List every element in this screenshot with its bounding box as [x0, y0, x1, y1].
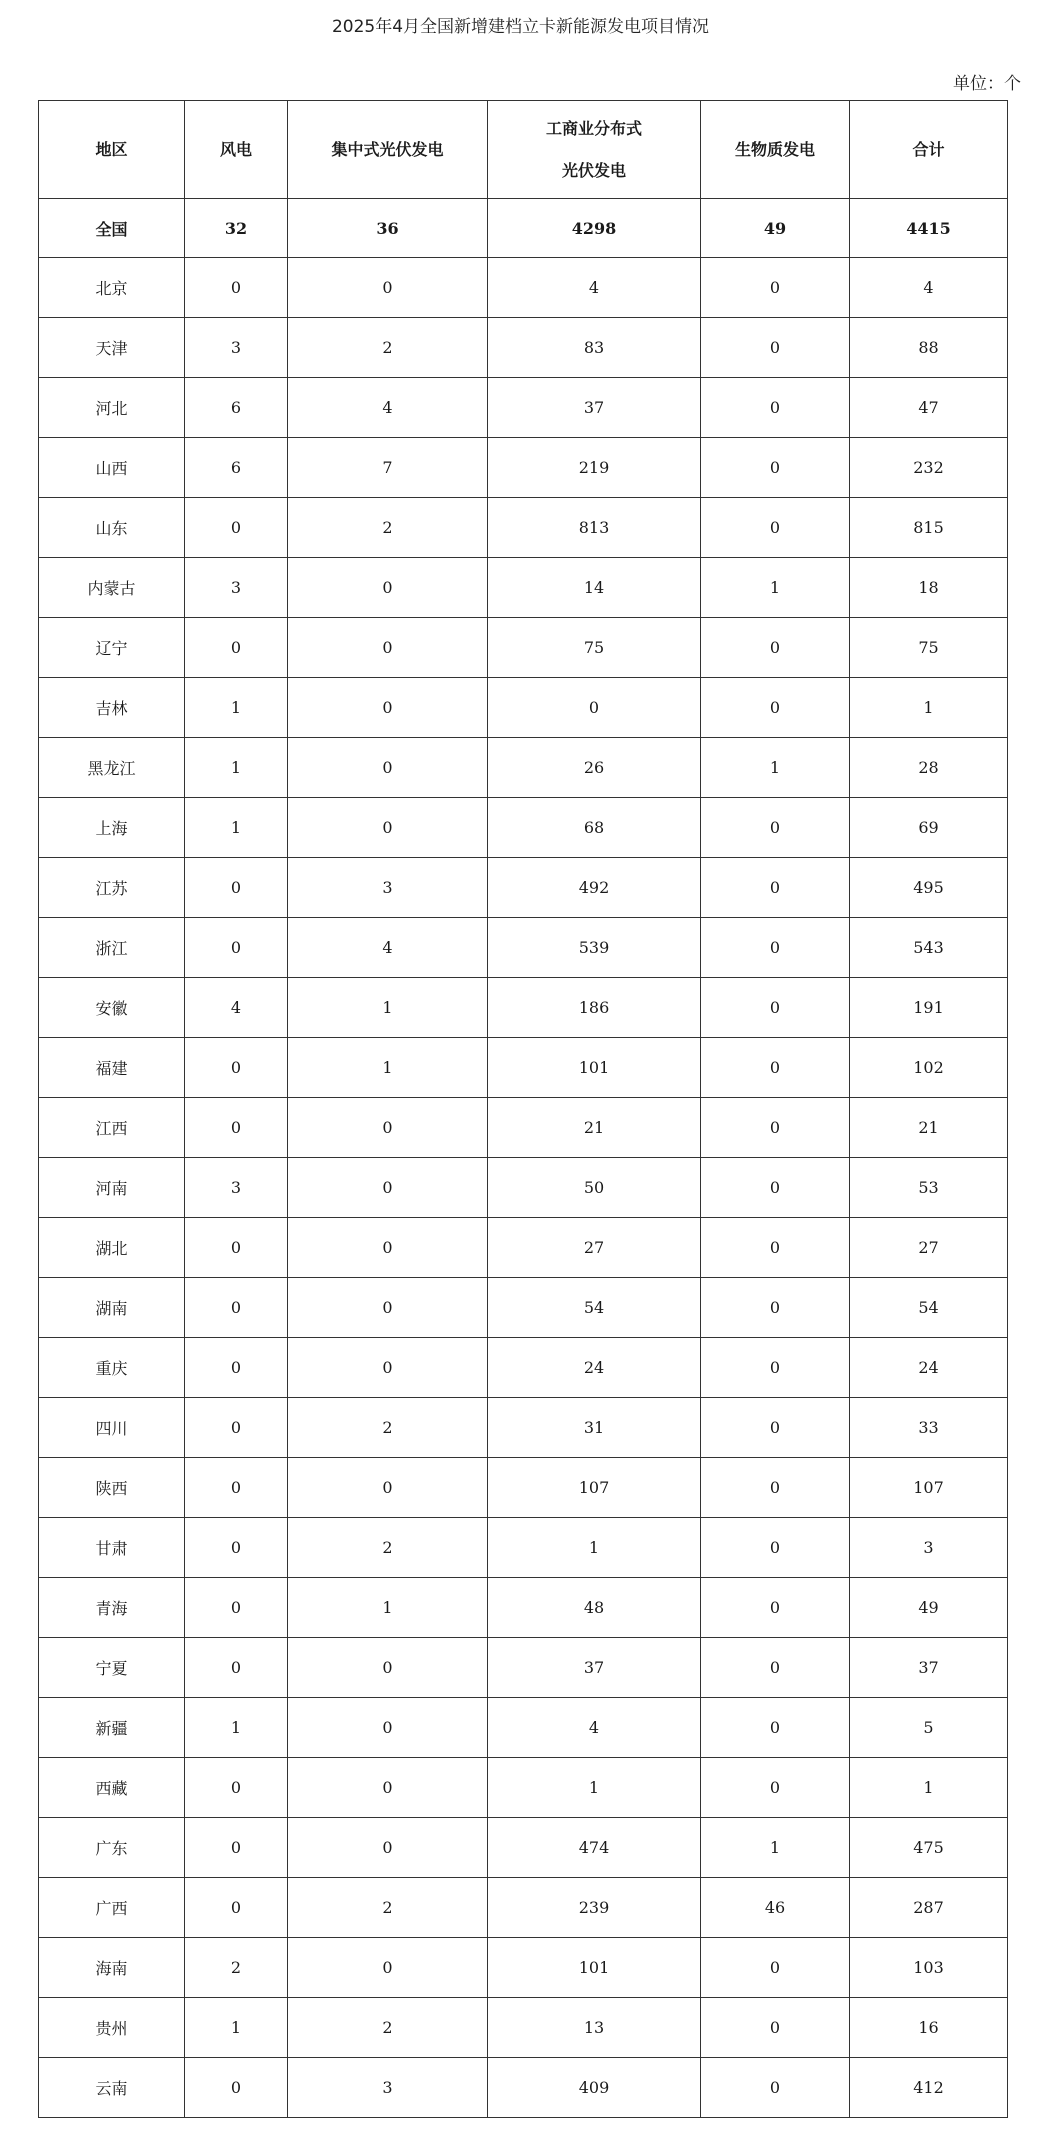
- table-row: [39, 1398, 1008, 1458]
- table-row: [39, 1758, 1008, 1818]
- cell-centralized-pv: 0: [288, 1278, 488, 1338]
- cell-distributed-pv: 0: [488, 678, 701, 738]
- unit-label: 单位：个: [953, 74, 1021, 94]
- cell-total: 103: [850, 1938, 1008, 1998]
- table-row: [39, 1218, 1008, 1278]
- cell-wind: 3: [185, 558, 288, 618]
- cell-total: 33: [850, 1398, 1008, 1458]
- cell-distributed-pv: 4: [488, 1698, 701, 1758]
- cell-distributed-pv: 492: [488, 858, 701, 918]
- cell-distributed-pv: 186: [488, 978, 701, 1038]
- cell-biomass: 0: [701, 1098, 850, 1158]
- cell-total: 21: [850, 1098, 1008, 1158]
- cell-region: 西藏: [39, 1758, 185, 1818]
- cell-centralized-pv: 2: [288, 1398, 488, 1458]
- cell-wind: 6: [185, 438, 288, 498]
- cell-biomass: 49: [701, 199, 850, 258]
- cell-distributed-pv: 219: [488, 438, 701, 498]
- table-row: [39, 738, 1008, 798]
- cell-region: 北京: [39, 258, 185, 318]
- cell-region: 安徽: [39, 978, 185, 1038]
- cell-region: 云南: [39, 2058, 185, 2118]
- cell-biomass: 1: [701, 738, 850, 798]
- table-row: [39, 1938, 1008, 1998]
- cell-centralized-pv: 4: [288, 918, 488, 978]
- cell-distributed-pv: 26: [488, 738, 701, 798]
- cell-region: 河南: [39, 1158, 185, 1218]
- cell-centralized-pv: 2: [288, 1878, 488, 1938]
- cell-centralized-pv: 1: [288, 1578, 488, 1638]
- cell-distributed-pv: 101: [488, 1038, 701, 1098]
- cell-region: 浙江: [39, 918, 185, 978]
- table-row: [39, 378, 1008, 438]
- cell-biomass: 0: [701, 618, 850, 678]
- cell-wind: 3: [185, 1158, 288, 1218]
- cell-wind: 0: [185, 1398, 288, 1458]
- cell-distributed-pv: 13: [488, 1998, 701, 2058]
- cell-region: 天津: [39, 318, 185, 378]
- cell-centralized-pv: 0: [288, 1938, 488, 1998]
- data-table: [38, 100, 1008, 2118]
- cell-biomass: 0: [701, 678, 850, 738]
- cell-biomass: 46: [701, 1878, 850, 1938]
- cell-centralized-pv: 0: [288, 1218, 488, 1278]
- cell-biomass: 0: [701, 1338, 850, 1398]
- cell-centralized-pv: 0: [288, 618, 488, 678]
- cell-region: 甘肃: [39, 1518, 185, 1578]
- cell-distributed-pv: 239: [488, 1878, 701, 1938]
- cell-biomass: 0: [701, 1398, 850, 1458]
- cell-total: 47: [850, 378, 1008, 438]
- cell-biomass: 0: [701, 1458, 850, 1518]
- cell-region: 海南: [39, 1938, 185, 1998]
- cell-wind: 1: [185, 1998, 288, 2058]
- cell-region: 辽宁: [39, 618, 185, 678]
- cell-total: 49: [850, 1578, 1008, 1638]
- cell-distributed-pv: 1: [488, 1758, 701, 1818]
- cell-total: 107: [850, 1458, 1008, 1518]
- cell-wind: 0: [185, 1758, 288, 1818]
- table-row: [39, 1698, 1008, 1758]
- cell-distributed-pv: 4298: [488, 199, 701, 258]
- cell-wind: 2: [185, 1938, 288, 1998]
- table-row: [39, 438, 1008, 498]
- table-row: [39, 978, 1008, 1038]
- cell-distributed-pv: 68: [488, 798, 701, 858]
- cell-region: 重庆: [39, 1338, 185, 1398]
- table-row-total: [39, 199, 1008, 258]
- cell-wind: 0: [185, 1638, 288, 1698]
- cell-distributed-pv: 101: [488, 1938, 701, 1998]
- cell-centralized-pv: 0: [288, 558, 488, 618]
- cell-wind: 3: [185, 318, 288, 378]
- cell-biomass: 1: [701, 558, 850, 618]
- cell-wind: 0: [185, 1878, 288, 1938]
- cell-total: 543: [850, 918, 1008, 978]
- cell-total: 4415: [850, 199, 1008, 258]
- table-row: [39, 1458, 1008, 1518]
- cell-distributed-pv: 54: [488, 1278, 701, 1338]
- cell-total: 232: [850, 438, 1008, 498]
- cell-total: 24: [850, 1338, 1008, 1398]
- cell-centralized-pv: 0: [288, 678, 488, 738]
- cell-wind: 0: [185, 1218, 288, 1278]
- cell-distributed-pv: 24: [488, 1338, 701, 1398]
- cell-centralized-pv: 0: [288, 1818, 488, 1878]
- cell-centralized-pv: 7: [288, 438, 488, 498]
- cell-wind: 1: [185, 738, 288, 798]
- cell-region: 内蒙古: [39, 558, 185, 618]
- cell-centralized-pv: 0: [288, 738, 488, 798]
- cell-total: 287: [850, 1878, 1008, 1938]
- cell-distributed-pv: 83: [488, 318, 701, 378]
- cell-region: 陕西: [39, 1458, 185, 1518]
- cell-region: 吉林: [39, 678, 185, 738]
- cell-region: 青海: [39, 1578, 185, 1638]
- cell-centralized-pv: 2: [288, 1518, 488, 1578]
- cell-wind: 0: [185, 258, 288, 318]
- cell-biomass: 0: [701, 978, 850, 1038]
- cell-total: 18: [850, 558, 1008, 618]
- cell-biomass: 0: [701, 1278, 850, 1338]
- table-row: [39, 1638, 1008, 1698]
- cell-region: 河北: [39, 378, 185, 438]
- cell-distributed-pv: 75: [488, 618, 701, 678]
- cell-biomass: 0: [701, 2058, 850, 2118]
- cell-biomass: 0: [701, 318, 850, 378]
- cell-biomass: 0: [701, 798, 850, 858]
- cell-distributed-pv: 48: [488, 1578, 701, 1638]
- table-row: [39, 618, 1008, 678]
- table-row: [39, 1998, 1008, 2058]
- cell-total: 16: [850, 1998, 1008, 2058]
- cell-total: 475: [850, 1818, 1008, 1878]
- cell-distributed-pv: 813: [488, 498, 701, 558]
- cell-wind: 0: [185, 1518, 288, 1578]
- table-row: [39, 498, 1008, 558]
- column-header-wind: 风电: [185, 101, 288, 199]
- table-row: [39, 1818, 1008, 1878]
- cell-biomass: 0: [701, 378, 850, 438]
- table-row: [39, 1158, 1008, 1218]
- cell-region: 湖南: [39, 1278, 185, 1338]
- cell-distributed-pv: 4: [488, 258, 701, 318]
- cell-biomass: 0: [701, 1038, 850, 1098]
- cell-region: 福建: [39, 1038, 185, 1098]
- cell-distributed-pv: 21: [488, 1098, 701, 1158]
- cell-total: 191: [850, 978, 1008, 1038]
- column-header-distributed-pv-line1: 工商业分布式: [545, 118, 642, 138]
- cell-wind: 0: [185, 1098, 288, 1158]
- table-row: [39, 1098, 1008, 1158]
- cell-biomass: 0: [701, 1758, 850, 1818]
- column-header-distributed-pv: [488, 101, 701, 199]
- table-row: [39, 1278, 1008, 1338]
- column-header-centralized-pv: 集中式光伏发电: [288, 101, 488, 199]
- cell-total: 28: [850, 738, 1008, 798]
- table-row: [39, 1878, 1008, 1938]
- cell-total: 69: [850, 798, 1008, 858]
- cell-biomass: 0: [701, 858, 850, 918]
- cell-biomass: 0: [701, 1218, 850, 1278]
- cell-total: 37: [850, 1638, 1008, 1698]
- cell-wind: 0: [185, 618, 288, 678]
- cell-distributed-pv: 539: [488, 918, 701, 978]
- cell-wind: 6: [185, 378, 288, 438]
- cell-centralized-pv: 3: [288, 2058, 488, 2118]
- cell-total: 815: [850, 498, 1008, 558]
- cell-wind: 0: [185, 1038, 288, 1098]
- cell-centralized-pv: 0: [288, 258, 488, 318]
- cell-centralized-pv: 0: [288, 1698, 488, 1758]
- cell-total: 75: [850, 618, 1008, 678]
- cell-total: 27: [850, 1218, 1008, 1278]
- cell-distributed-pv: 14: [488, 558, 701, 618]
- table-row: [39, 858, 1008, 918]
- cell-distributed-pv: 37: [488, 378, 701, 438]
- cell-region: 全国: [39, 199, 185, 258]
- cell-centralized-pv: 4: [288, 378, 488, 438]
- header-row: [39, 101, 1008, 199]
- cell-distributed-pv: 409: [488, 2058, 701, 2118]
- cell-biomass: 0: [701, 918, 850, 978]
- cell-region: 新疆: [39, 1698, 185, 1758]
- cell-wind: 4: [185, 978, 288, 1038]
- cell-region: 贵州: [39, 1998, 185, 2058]
- cell-centralized-pv: 2: [288, 498, 488, 558]
- cell-biomass: 0: [701, 1578, 850, 1638]
- cell-wind: 0: [185, 498, 288, 558]
- table-row: [39, 258, 1008, 318]
- table-header: [39, 101, 1008, 199]
- table-row: [39, 798, 1008, 858]
- cell-centralized-pv: 0: [288, 798, 488, 858]
- cell-total: 4: [850, 258, 1008, 318]
- cell-biomass: 0: [701, 1998, 850, 2058]
- table-row: [39, 558, 1008, 618]
- cell-total: 495: [850, 858, 1008, 918]
- cell-total: 412: [850, 2058, 1008, 2118]
- cell-centralized-pv: 2: [288, 318, 488, 378]
- cell-centralized-pv: 0: [288, 1458, 488, 1518]
- table-row: [39, 1338, 1008, 1398]
- cell-centralized-pv: 0: [288, 1638, 488, 1698]
- table-row: [39, 1038, 1008, 1098]
- cell-distributed-pv: 107: [488, 1458, 701, 1518]
- cell-region: 四川: [39, 1398, 185, 1458]
- cell-region: 宁夏: [39, 1638, 185, 1698]
- cell-biomass: 0: [701, 1518, 850, 1578]
- cell-biomass: 0: [701, 1638, 850, 1698]
- cell-total: 54: [850, 1278, 1008, 1338]
- table-row: [39, 318, 1008, 378]
- cell-wind: 0: [185, 2058, 288, 2118]
- cell-wind: 0: [185, 1338, 288, 1398]
- cell-wind: 0: [185, 1818, 288, 1878]
- cell-biomass: 1: [701, 1818, 850, 1878]
- cell-centralized-pv: 1: [288, 1038, 488, 1098]
- table-row: [39, 918, 1008, 978]
- cell-total: 102: [850, 1038, 1008, 1098]
- cell-wind: 0: [185, 918, 288, 978]
- cell-centralized-pv: 2: [288, 1998, 488, 2058]
- cell-distributed-pv: 474: [488, 1818, 701, 1878]
- cell-wind: 1: [185, 798, 288, 858]
- cell-region: 江苏: [39, 858, 185, 918]
- cell-total: 3: [850, 1518, 1008, 1578]
- cell-biomass: 0: [701, 438, 850, 498]
- cell-centralized-pv: 0: [288, 1338, 488, 1398]
- cell-region: 山东: [39, 498, 185, 558]
- cell-wind: 0: [185, 1578, 288, 1638]
- cell-biomass: 0: [701, 1938, 850, 1998]
- table-row: [39, 678, 1008, 738]
- cell-region: 黑龙江: [39, 738, 185, 798]
- table-row: [39, 1578, 1008, 1638]
- cell-region: 湖北: [39, 1218, 185, 1278]
- cell-wind: 0: [185, 858, 288, 918]
- cell-distributed-pv: 1: [488, 1518, 701, 1578]
- table-row: [39, 2058, 1008, 2118]
- cell-total: 5: [850, 1698, 1008, 1758]
- cell-wind: 1: [185, 1698, 288, 1758]
- cell-biomass: 0: [701, 498, 850, 558]
- page-title: 2025年4月全国新增建档立卡新能源发电项目情况: [331, 17, 710, 37]
- column-header-region: 地区: [39, 101, 185, 199]
- cell-distributed-pv: 27: [488, 1218, 701, 1278]
- cell-total: 1: [850, 1758, 1008, 1818]
- cell-region: 广东: [39, 1818, 185, 1878]
- cell-wind: 32: [185, 199, 288, 258]
- cell-centralized-pv: 0: [288, 1758, 488, 1818]
- cell-region: 江西: [39, 1098, 185, 1158]
- cell-centralized-pv: 0: [288, 1098, 488, 1158]
- table-row: [39, 1518, 1008, 1578]
- cell-biomass: 0: [701, 258, 850, 318]
- cell-total: 53: [850, 1158, 1008, 1218]
- cell-wind: 1: [185, 678, 288, 738]
- column-header-distributed-pv-line2: 光伏发电: [561, 160, 626, 180]
- cell-wind: 0: [185, 1458, 288, 1518]
- cell-distributed-pv: 50: [488, 1158, 701, 1218]
- cell-centralized-pv: 3: [288, 858, 488, 918]
- cell-region: 山西: [39, 438, 185, 498]
- cell-total: 88: [850, 318, 1008, 378]
- cell-distributed-pv: 37: [488, 1638, 701, 1698]
- cell-distributed-pv: 31: [488, 1398, 701, 1458]
- cell-centralized-pv: 36: [288, 199, 488, 258]
- cell-biomass: 0: [701, 1158, 850, 1218]
- table-body: [39, 199, 1008, 2118]
- cell-region: 上海: [39, 798, 185, 858]
- cell-wind: 0: [185, 1278, 288, 1338]
- column-header-total: 合计: [850, 101, 1008, 199]
- cell-total: 1: [850, 678, 1008, 738]
- column-header-biomass: 生物质发电: [701, 101, 850, 199]
- cell-biomass: 0: [701, 1698, 850, 1758]
- cell-region: 广西: [39, 1878, 185, 1938]
- cell-centralized-pv: 0: [288, 1158, 488, 1218]
- cell-centralized-pv: 1: [288, 978, 488, 1038]
